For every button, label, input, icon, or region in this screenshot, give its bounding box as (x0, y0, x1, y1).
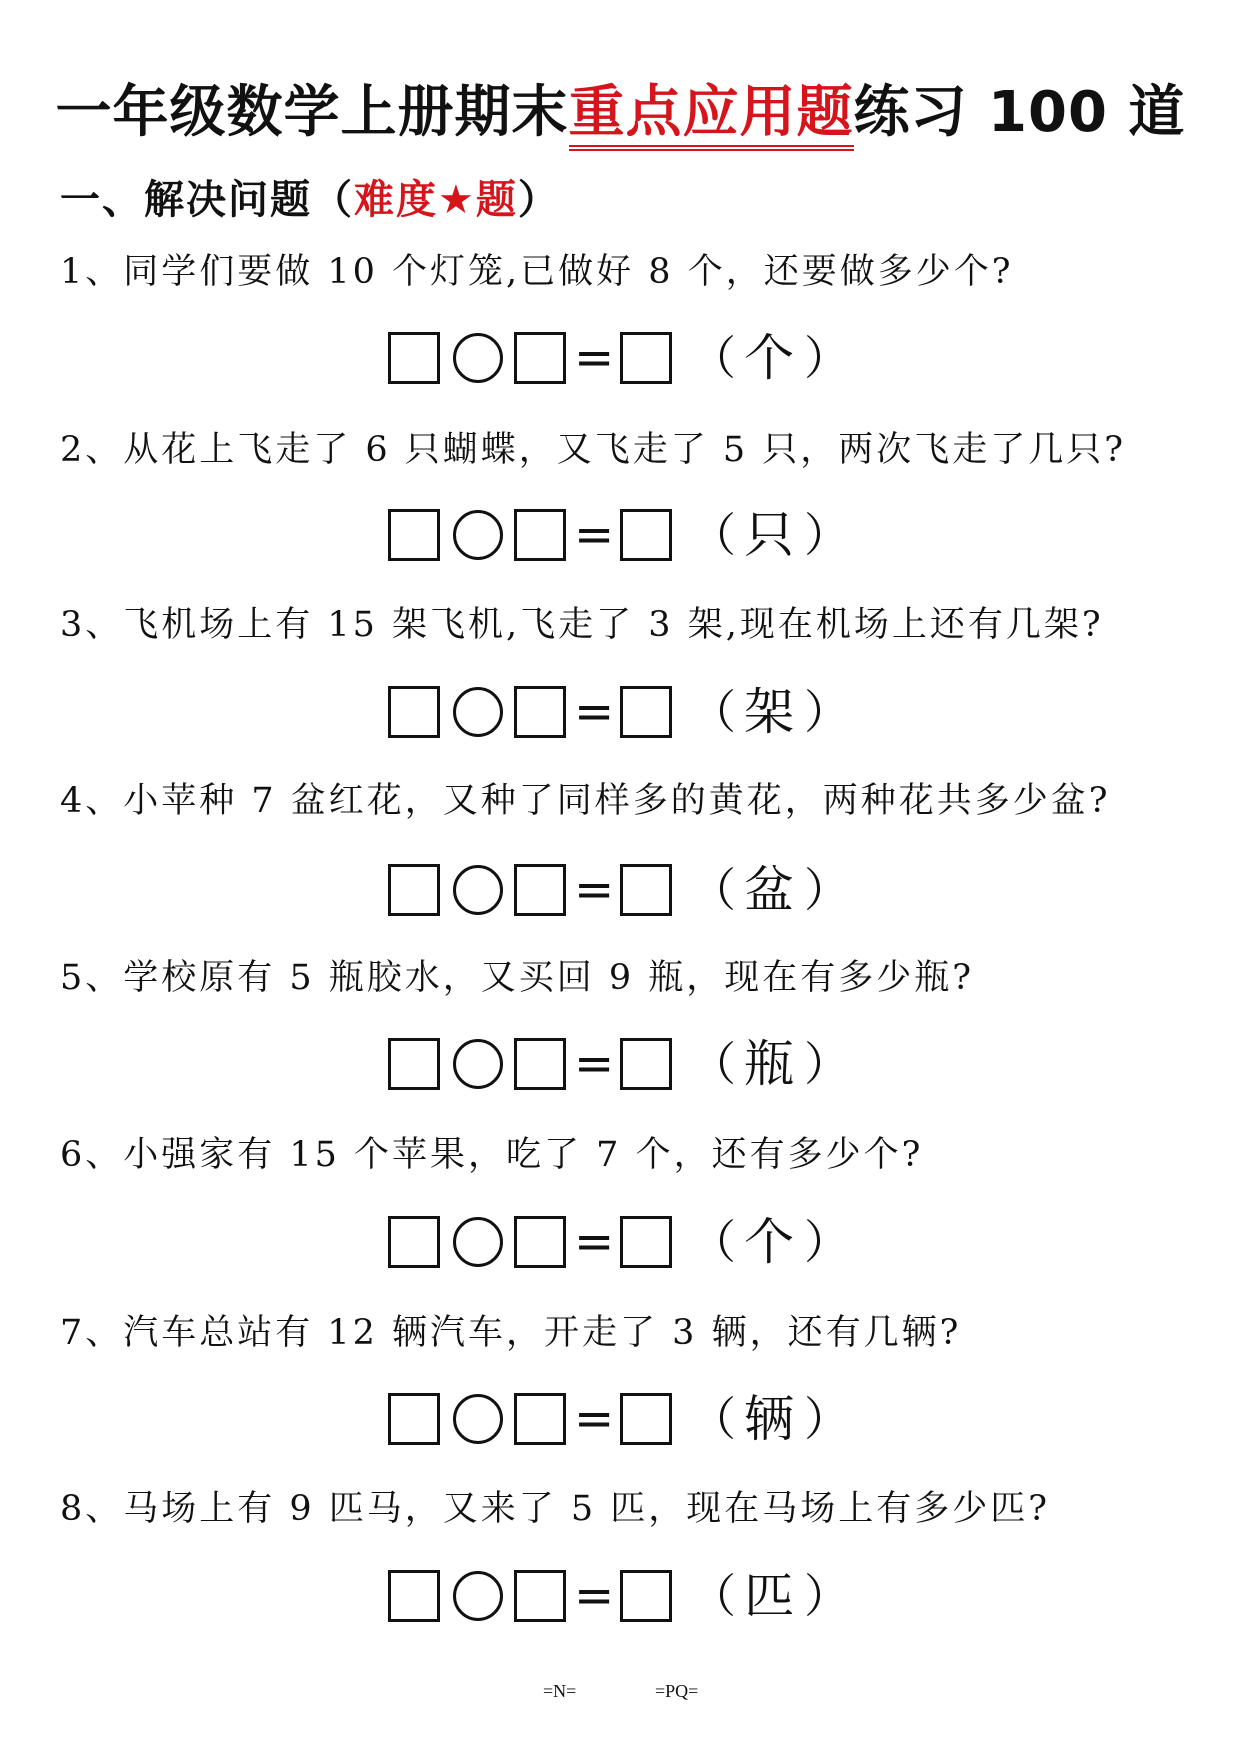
close-paren: ） (804, 685, 850, 739)
operator-circle (453, 1039, 503, 1089)
open-paren: （ (690, 331, 736, 385)
page-title (0, 78, 1241, 148)
operator-circle (453, 687, 503, 737)
section-heading (60, 176, 560, 224)
close-paren: ） (804, 1392, 850, 1446)
close-paren: ） (804, 1569, 850, 1623)
question-4: 4、小苹种 7 盆红花，又种了同样多的黄花，两种花共多少盆? (60, 781, 1111, 821)
open-paren: （ (690, 1215, 736, 1269)
close-paren: ） (804, 1037, 850, 1091)
open-paren: （ (690, 1392, 736, 1446)
unit-label: 盆 (744, 861, 794, 919)
difficulty-label: 难度★题 (354, 177, 518, 223)
unit-label: 辆 (744, 1390, 794, 1448)
open-paren: （ (690, 1569, 736, 1623)
answer-box (388, 686, 440, 738)
answer-row-8 (388, 1567, 868, 1625)
footer-mark-right: =PQ= (655, 1681, 699, 1701)
result-box (620, 686, 672, 738)
answer-box (514, 509, 566, 561)
result-box (620, 1393, 672, 1445)
answer-row-1 (388, 329, 868, 387)
unit-label: 匹 (744, 1567, 794, 1625)
operator-circle (453, 1217, 503, 1267)
answer-box (388, 1393, 440, 1445)
answer-row-5 (388, 1035, 868, 1093)
close-paren: ） (804, 508, 850, 562)
section-close-paren: ） (517, 177, 560, 223)
equals-sign: = (574, 1036, 615, 1092)
answer-box (514, 1393, 566, 1445)
question-6: 6、小强家有 15 个苹果，吃了 7 个，还有多少个? (60, 1135, 924, 1175)
result-box (620, 509, 672, 561)
open-paren: （ (690, 508, 736, 562)
unit-label: 只 (744, 506, 794, 564)
answer-row-4 (388, 861, 868, 919)
result-box (620, 864, 672, 916)
answer-box (514, 1038, 566, 1090)
answer-box (514, 332, 566, 384)
open-paren: （ (690, 685, 736, 739)
open-paren: （ (690, 863, 736, 917)
unit-label: 架 (744, 683, 794, 741)
answer-box (388, 1570, 440, 1622)
answer-row-6 (388, 1213, 868, 1271)
unit-label: 个 (744, 1213, 794, 1271)
footer-mark-left: =N= (543, 1681, 577, 1701)
question-7: 7、汽车总站有 12 辆汽车，开走了 3 辆，还有几辆? (60, 1313, 962, 1353)
answer-box (514, 1216, 566, 1268)
title-suffix: 练习 100 道 (853, 80, 1186, 145)
unit-label: 个 (744, 329, 794, 387)
answer-box (388, 1216, 440, 1268)
answer-box (514, 686, 566, 738)
equals-sign: = (574, 1391, 615, 1447)
section-prefix: 一、解决问题 (60, 177, 312, 223)
answer-box (388, 1038, 440, 1090)
answer-row-3 (388, 683, 868, 741)
answer-box (514, 864, 566, 916)
result-box (620, 1216, 672, 1268)
result-box (620, 1038, 672, 1090)
close-paren: ） (804, 1215, 850, 1269)
close-paren: ） (804, 863, 850, 917)
result-box (620, 332, 672, 384)
operator-circle (453, 1571, 503, 1621)
open-paren: （ (690, 1037, 736, 1091)
operator-circle (453, 333, 503, 383)
close-paren: ） (804, 331, 850, 385)
answer-box (514, 1570, 566, 1622)
question-3: 3、飞机场上有 15 架飞机,飞走了 3 架,现在机场上还有几架? (60, 605, 1104, 645)
question-5: 5、学校原有 5 瓶胶水，又买回 9 瓶，现在有多少瓶? (60, 958, 975, 998)
title-highlight: 重点应用题 (569, 80, 854, 151)
question-1: 1、同学们要做 10 个灯笼,已做好 8 个，还要做多少个? (60, 252, 1014, 292)
unit-label: 瓶 (744, 1035, 794, 1093)
title-prefix: 一年级数学上册期末 (55, 80, 569, 145)
equals-sign: = (574, 1568, 615, 1624)
answer-row-2 (388, 506, 868, 564)
equals-sign: = (574, 330, 615, 386)
section-open-paren: （ (312, 177, 354, 223)
answer-box (388, 509, 440, 561)
equals-sign: = (574, 684, 615, 740)
operator-circle (453, 510, 503, 560)
answer-row-7 (388, 1390, 868, 1448)
result-box (620, 1570, 672, 1622)
answer-box (388, 864, 440, 916)
equals-sign: = (574, 1214, 615, 1270)
question-8: 8、马场上有 9 匹马，又来了 5 匹，现在马场上有多少匹? (60, 1489, 1051, 1529)
question-2: 2、从花上飞走了 6 只蝴蝶，又飞走了 5 只，两次飞走了几只? (60, 430, 1127, 470)
equals-sign: = (574, 507, 615, 563)
equals-sign: = (574, 862, 615, 918)
answer-box (388, 332, 440, 384)
operator-circle (453, 1394, 503, 1444)
operator-circle (453, 865, 503, 915)
